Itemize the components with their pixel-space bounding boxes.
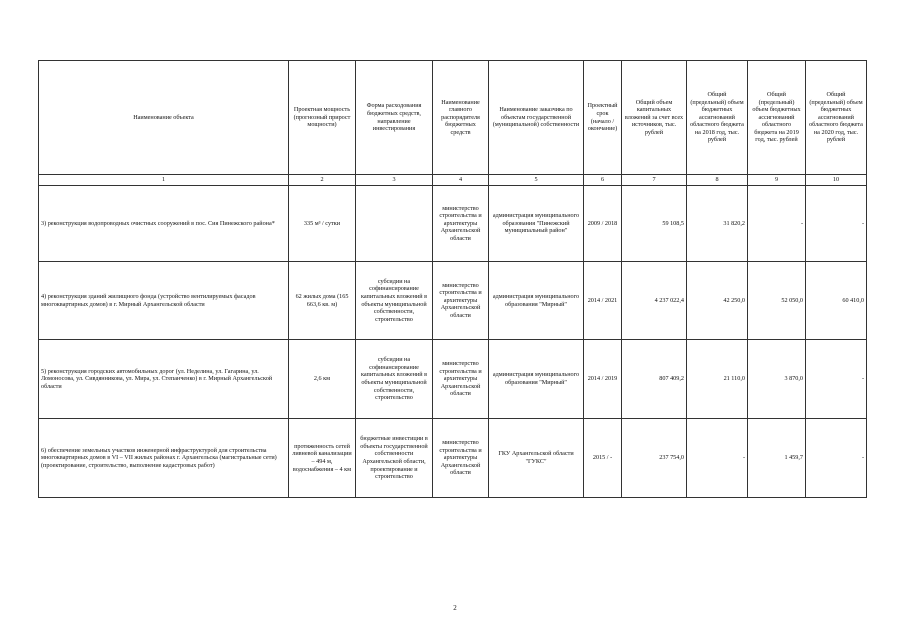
- total-investment-cell: 807 409,2: [622, 340, 687, 419]
- header-period: Проектный срок (начало / окончание): [584, 61, 622, 175]
- header-2018: Общий (предельный) объем бюджетных ассигнований областного бюджета на 2018 год, тыс. рублей: [687, 61, 748, 175]
- amount-2020-cell: -: [806, 419, 867, 498]
- capacity-cell: протяженность сетей ливневой канализации – 494 м, водоснабжения – 4 км: [289, 419, 356, 498]
- header-distributor: Наименование главного распорядителя бюджетных средств: [433, 61, 489, 175]
- amount-2018-cell: -: [687, 419, 748, 498]
- header-2020: Общий (предельный) объем бюджетных ассигнований областного бюджета на 2020 год, тыс. рублей: [806, 61, 867, 175]
- spending-form-cell: бюджетные инвестиции в объекты государственной собственности Архангельской области, проектирование и строительство: [356, 419, 433, 498]
- header-spending-form: Форма расходования бюджетных средств, направление инвестирования: [356, 61, 433, 175]
- period-cell: 2015 / -: [584, 419, 622, 498]
- column-number: 3: [356, 175, 433, 186]
- distributor-cell: министерство строительства и архитектуры Архангельской области: [433, 186, 489, 262]
- total-investment-cell: 59 108,5: [622, 186, 687, 262]
- object-name-cell: 6) обеспечение земельных участков инженерной инфраструктурой для строительства многоквартирных домов в VI – VII жилых районах г. Архангельска (магистральные сети) (проектирование, строительство, выполнение кадастровых работ): [39, 419, 289, 498]
- column-number: 7: [622, 175, 687, 186]
- table-row: [39, 186, 867, 262]
- page-number: 2: [453, 604, 457, 612]
- capacity-cell: 62 жилых дома (165 663,6 кв. м): [289, 262, 356, 340]
- amount-2018-cell: 21 110,0: [687, 340, 748, 419]
- column-number-row: [39, 175, 867, 186]
- capacity-cell: 2,6 км: [289, 340, 356, 419]
- column-number: 8: [687, 175, 748, 186]
- customer-cell: ГКУ Архангельской области "ГУКС": [489, 419, 584, 498]
- period-cell: 2014 / 2019: [584, 340, 622, 419]
- amount-2019-cell: -: [748, 186, 806, 262]
- header-customer: Наименование заказчика по объектам государственной (муниципальной) собственности: [489, 61, 584, 175]
- distributor-cell: министерство строительства и архитектуры Архангельской области: [433, 262, 489, 340]
- total-investment-cell: 237 754,0: [622, 419, 687, 498]
- amount-2020-cell: -: [806, 186, 867, 262]
- column-number: 2: [289, 175, 356, 186]
- distributor-cell: министерство строительства и архитектуры Архангельской области: [433, 340, 489, 419]
- column-number: 9: [748, 175, 806, 186]
- header-capacity: Проектная мощность (прогнозный прирост мощности): [289, 61, 356, 175]
- capacity-cell: 335 м³ / сутки: [289, 186, 356, 262]
- customer-cell: администрация муниципального образования "Пинежский муниципальный район": [489, 186, 584, 262]
- amount-2019-cell: 1 459,7: [748, 419, 806, 498]
- column-number: 4: [433, 175, 489, 186]
- amount-2020-cell: 60 410,0: [806, 262, 867, 340]
- table-row: [39, 419, 867, 498]
- total-investment-cell: 4 237 022,4: [622, 262, 687, 340]
- header-total-investment: Общий объем капитальных вложений за счет всех источников, тыс. рублей: [622, 61, 687, 175]
- table-row: [39, 262, 867, 340]
- column-number: 6: [584, 175, 622, 186]
- period-cell: 2014 / 2021: [584, 262, 622, 340]
- amount-2019-cell: 52 050,0: [748, 262, 806, 340]
- header-row: [39, 61, 867, 175]
- object-name-cell: 4) реконструкция зданий жилищного фонда (устройство вентилируемых фасадов многоквартирных домов) в г. Мирный Архангельской области: [39, 262, 289, 340]
- amount-2018-cell: 42 250,0: [687, 262, 748, 340]
- investment-table: [38, 60, 867, 498]
- customer-cell: администрация муниципального образования "Мирный": [489, 340, 584, 419]
- column-number: 5: [489, 175, 584, 186]
- spending-form-cell: субсидии на софинансирование капитальных вложений в объекты муниципальной собственности, строительство: [356, 262, 433, 340]
- column-number: 10: [806, 175, 867, 186]
- spending-form-cell: [356, 186, 433, 262]
- customer-cell: администрация муниципального образования "Мирный": [489, 262, 584, 340]
- spending-form-cell: субсидии на софинансирование капитальных вложений в объекты муниципальной собственности, строительство: [356, 340, 433, 419]
- header-2019: Общий (предельный) объем бюджетных ассигнований областного бюджета на 2019 год, тыс. рублей: [748, 61, 806, 175]
- period-cell: 2009 / 2018: [584, 186, 622, 262]
- distributor-cell: министерство строительства и архитектуры Архангельской области: [433, 419, 489, 498]
- amount-2020-cell: -: [806, 340, 867, 419]
- table-row: [39, 340, 867, 419]
- amount-2019-cell: 3 870,0: [748, 340, 806, 419]
- object-name-cell: 3) реконструкция водопроводных очистных сооружений в пос. Сия Пинежского района*: [39, 186, 289, 262]
- object-name-cell: 5) реконструкция городских автомобильных дорог (ул. Неделина, ул. Гагарина, ул. Ломоносова, ул. Сивдянникова, ул. Мира, ул. Степанченко) в г. Мирный Архангельской области: [39, 340, 289, 419]
- header-object-name: Наименование объекта: [39, 61, 289, 175]
- column-number: 1: [39, 175, 289, 186]
- amount-2018-cell: 31 820,2: [687, 186, 748, 262]
